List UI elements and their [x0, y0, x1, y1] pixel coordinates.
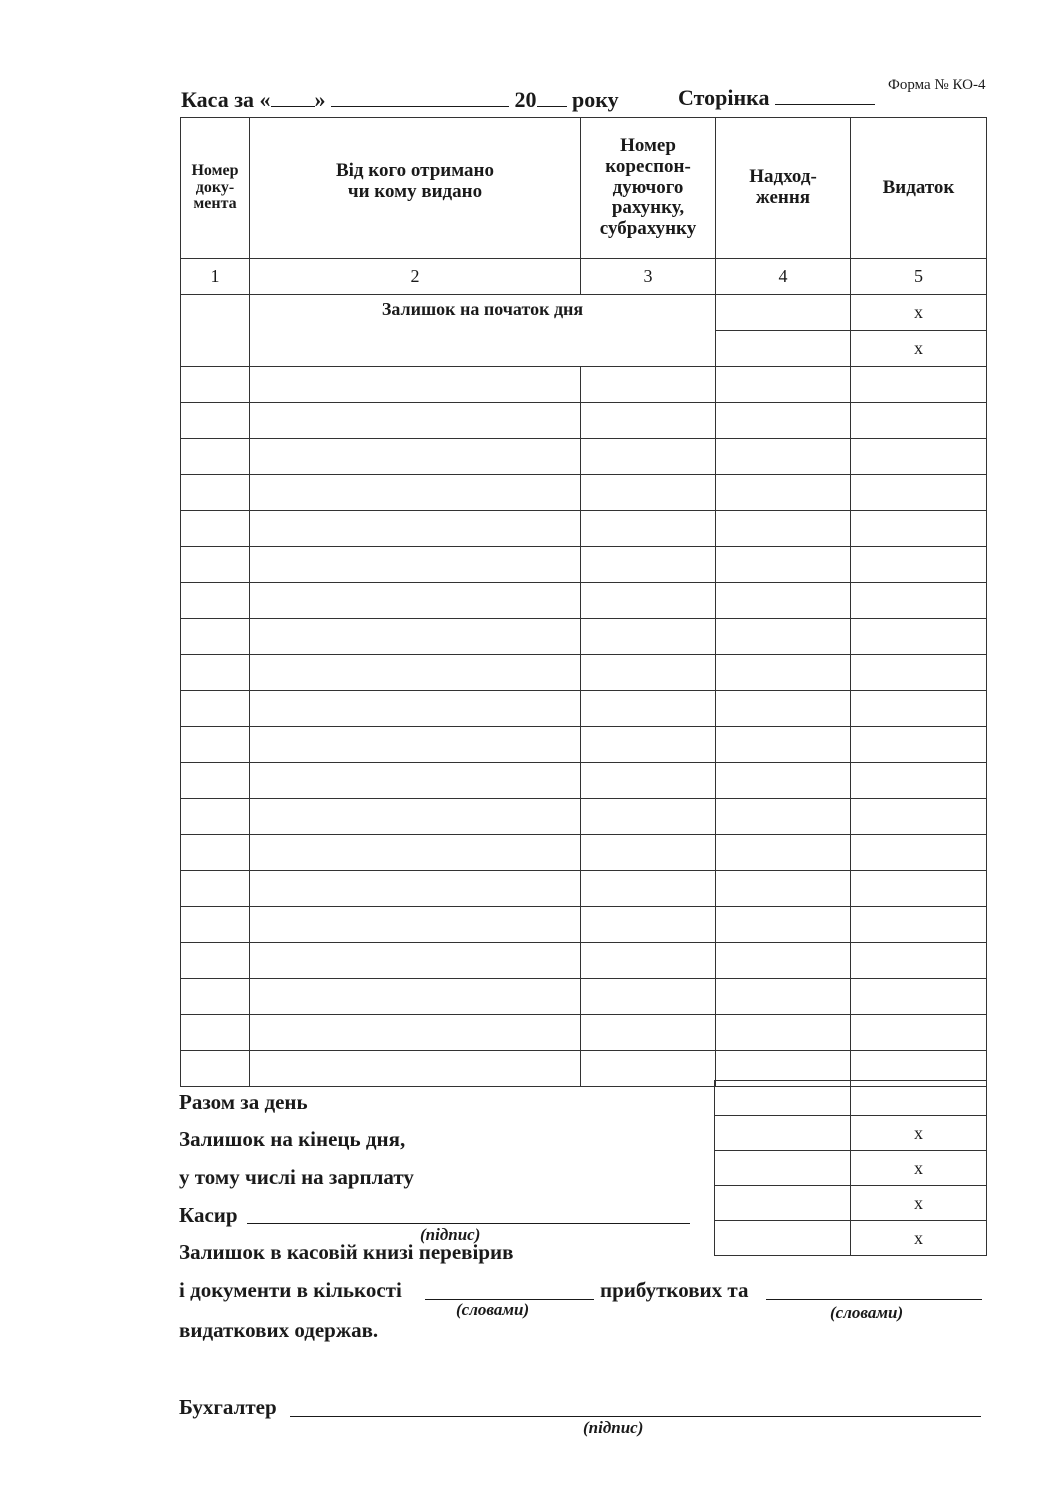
accountant-signature-line[interactable]	[290, 1416, 981, 1417]
entry-from-to-cell[interactable]	[250, 655, 581, 691]
totals-mark[interactable]	[851, 1081, 987, 1116]
entry-expenses-cell[interactable]	[851, 583, 987, 619]
entry-account-cell[interactable]	[581, 619, 716, 655]
entry-expenses-cell[interactable]	[851, 727, 987, 763]
totals-receipts-cell[interactable]	[715, 1081, 851, 1116]
entry-expenses-cell[interactable]	[851, 547, 987, 583]
totals-row	[715, 1116, 987, 1151]
docs-line-prefix: і документи в кількості	[179, 1278, 402, 1302]
entry-doc-number-cell[interactable]	[181, 871, 250, 907]
entry-account-cell[interactable]	[581, 655, 716, 691]
entry-from-to-cell[interactable]	[250, 799, 581, 835]
header-corresponding-account: Номер кореспон- дуючого рахунку, субрахунку	[581, 118, 716, 259]
totals-row	[715, 1081, 987, 1116]
table-row	[181, 655, 987, 691]
kasa-mid: »	[314, 87, 326, 112]
page-number-line	[678, 85, 875, 111]
table-row	[181, 943, 987, 979]
entry-from-to-cell[interactable]	[250, 439, 581, 475]
entry-account-cell[interactable]	[581, 979, 716, 1015]
entry-from-to-cell[interactable]	[250, 403, 581, 439]
total-per-day-label: Разом за день	[179, 1090, 308, 1114]
page-label: Сторінка	[678, 85, 770, 110]
entry-expenses-cell[interactable]	[851, 655, 987, 691]
cashier-label: Касир	[179, 1203, 238, 1227]
salary-label: у тому числі на зарплату	[179, 1165, 414, 1189]
entry-from-to-cell[interactable]	[250, 475, 581, 511]
table-row	[181, 403, 987, 439]
expenses-count-line[interactable]	[766, 1299, 982, 1300]
totals-table	[714, 1080, 987, 1256]
entry-doc-number-cell[interactable]	[181, 799, 250, 835]
entry-receipts-cell[interactable]	[716, 439, 851, 475]
entry-from-to-cell[interactable]	[250, 619, 581, 655]
entry-doc-number-cell[interactable]	[181, 835, 250, 871]
table-row	[181, 1015, 987, 1051]
entry-receipts-cell[interactable]	[716, 691, 851, 727]
header-from-to: Від кого отримано чи кому видано	[250, 118, 581, 259]
entry-doc-number-cell[interactable]	[181, 475, 250, 511]
table-row	[181, 727, 987, 763]
entry-expenses-cell[interactable]	[851, 367, 987, 403]
entry-expenses-cell[interactable]	[851, 439, 987, 475]
entry-account-cell[interactable]	[581, 763, 716, 799]
cash-date-line	[181, 87, 619, 113]
opening-receipts-cell[interactable]	[716, 331, 851, 367]
page-blank[interactable]	[775, 86, 875, 105]
table-row	[181, 871, 987, 907]
entry-from-to-cell[interactable]	[250, 835, 581, 871]
entry-receipts-cell[interactable]	[716, 547, 851, 583]
table-row	[181, 799, 987, 835]
entry-receipts-cell[interactable]	[716, 475, 851, 511]
entry-expenses-cell[interactable]	[851, 511, 987, 547]
table-row	[181, 979, 987, 1015]
docs-line-mid: прибуткових та	[600, 1278, 749, 1302]
cashier-signature-line[interactable]	[247, 1223, 690, 1224]
table-row	[181, 475, 987, 511]
entry-account-cell[interactable]	[581, 871, 716, 907]
column-number: 3	[581, 259, 716, 295]
opening-mark: x	[851, 295, 987, 331]
totals-receipts-cell[interactable]	[715, 1221, 851, 1256]
entry-from-to-cell[interactable]	[250, 943, 581, 979]
table-row	[181, 691, 987, 727]
entry-receipts-cell[interactable]	[716, 403, 851, 439]
totals-mark: x	[851, 1221, 987, 1256]
totals-mark: x	[851, 1151, 987, 1186]
header-expenses: Видаток	[851, 118, 987, 259]
entry-from-to-cell[interactable]	[250, 871, 581, 907]
entry-receipts-cell[interactable]	[716, 583, 851, 619]
end-balance-label: Залишок на кінець дня,	[179, 1127, 406, 1151]
form-number: Форма № КО-4	[888, 77, 986, 93]
opening-receipts-cell[interactable]	[716, 295, 851, 331]
entry-receipts-cell[interactable]	[716, 727, 851, 763]
entry-account-cell[interactable]	[581, 1051, 716, 1087]
entry-receipts-cell[interactable]	[716, 655, 851, 691]
entry-doc-number-cell[interactable]	[181, 583, 250, 619]
entry-account-cell[interactable]	[581, 835, 716, 871]
totals-mark: x	[851, 1116, 987, 1151]
totals-receipts-cell[interactable]	[715, 1151, 851, 1186]
entry-expenses-cell[interactable]	[851, 835, 987, 871]
entry-doc-number-cell[interactable]	[181, 727, 250, 763]
year-blank[interactable]	[537, 88, 567, 107]
entry-doc-number-cell[interactable]	[181, 511, 250, 547]
opening-mark: x	[851, 331, 987, 367]
day-blank[interactable]	[271, 88, 315, 107]
entry-from-to-cell[interactable]	[250, 763, 581, 799]
entry-account-cell[interactable]	[581, 799, 716, 835]
table-row	[181, 583, 987, 619]
entry-from-to-cell[interactable]	[250, 907, 581, 943]
entry-doc-number-cell[interactable]	[181, 1015, 250, 1051]
entry-from-to-cell[interactable]	[250, 1051, 581, 1087]
entry-expenses-cell[interactable]	[851, 943, 987, 979]
totals-receipts-cell[interactable]	[715, 1186, 851, 1221]
entry-expenses-cell[interactable]	[851, 979, 987, 1015]
entry-account-cell[interactable]	[581, 367, 716, 403]
totals-mark: x	[851, 1186, 987, 1221]
entry-rows	[181, 367, 987, 1087]
entry-from-to-cell[interactable]	[250, 367, 581, 403]
entry-from-to-cell[interactable]	[250, 727, 581, 763]
entry-doc-number-cell[interactable]	[181, 439, 250, 475]
entry-receipts-cell[interactable]	[716, 511, 851, 547]
entry-from-to-cell[interactable]	[250, 691, 581, 727]
table-row	[181, 547, 987, 583]
entry-expenses-cell[interactable]	[851, 403, 987, 439]
entry-expenses-cell[interactable]	[851, 907, 987, 943]
entry-account-cell[interactable]	[581, 403, 716, 439]
column-number: 4	[716, 259, 851, 295]
entry-account-cell[interactable]	[581, 547, 716, 583]
accountant-signature-caption: (підпис)	[583, 1418, 644, 1437]
entry-account-cell[interactable]	[581, 727, 716, 763]
entry-doc-number-cell[interactable]	[181, 979, 250, 1015]
opening-balance-row	[181, 295, 987, 331]
totals-receipts-cell[interactable]	[715, 1116, 851, 1151]
opening-balance-label: Залишок на початок дня	[250, 295, 716, 367]
entry-receipts-cell[interactable]	[716, 871, 851, 907]
table-row	[181, 367, 987, 403]
entry-doc-number-cell[interactable]	[181, 1051, 250, 1087]
entry-receipts-cell[interactable]	[716, 907, 851, 943]
table-row	[181, 439, 987, 475]
entry-receipts-cell[interactable]	[716, 979, 851, 1015]
entry-receipts-cell[interactable]	[716, 1015, 851, 1051]
entry-doc-number-cell[interactable]	[181, 907, 250, 943]
entry-from-to-cell[interactable]	[250, 1015, 581, 1051]
opening-doc-cell[interactable]	[181, 295, 250, 367]
entry-doc-number-cell[interactable]	[181, 403, 250, 439]
table-header-row	[181, 118, 987, 259]
entry-account-cell[interactable]	[581, 583, 716, 619]
entry-expenses-cell[interactable]	[851, 619, 987, 655]
column-numbers-row	[181, 259, 987, 295]
header-receipts: Надход- ження	[716, 118, 851, 259]
entry-expenses-cell[interactable]	[851, 763, 987, 799]
column-number: 2	[250, 259, 581, 295]
entry-account-cell[interactable]	[581, 439, 716, 475]
year-prefix: 20	[514, 87, 537, 112]
column-number: 5	[851, 259, 987, 295]
accountant-label: Бухгалтер	[179, 1395, 277, 1419]
totals-row	[715, 1221, 987, 1256]
expenses-count-caption: (словами)	[830, 1303, 904, 1322]
entry-from-to-cell[interactable]	[250, 583, 581, 619]
entry-receipts-cell[interactable]	[716, 799, 851, 835]
entry-doc-number-cell[interactable]	[181, 619, 250, 655]
table-row	[181, 835, 987, 871]
entry-expenses-cell[interactable]	[851, 871, 987, 907]
entry-expenses-cell[interactable]	[851, 475, 987, 511]
entry-receipts-cell[interactable]	[716, 943, 851, 979]
cashier-signature-caption: (підпис)	[420, 1225, 481, 1244]
month-blank[interactable]	[331, 88, 509, 107]
entry-from-to-cell[interactable]	[250, 979, 581, 1015]
entry-doc-number-cell[interactable]	[181, 547, 250, 583]
entry-expenses-cell[interactable]	[851, 1015, 987, 1051]
totals-row	[715, 1151, 987, 1186]
totals-row	[715, 1186, 987, 1221]
entry-expenses-cell[interactable]	[851, 799, 987, 835]
kasa-prefix: Каса за «	[181, 87, 271, 112]
year-suffix: року	[572, 87, 619, 112]
entry-account-cell[interactable]	[581, 511, 716, 547]
table-row	[181, 763, 987, 799]
entry-doc-number-cell[interactable]	[181, 655, 250, 691]
entry-expenses-cell[interactable]	[851, 691, 987, 727]
receipts-count-caption: (словами)	[456, 1300, 530, 1319]
checked-line: Залишок в касовій книзі перевірив	[179, 1240, 514, 1264]
entry-receipts-cell[interactable]	[716, 367, 851, 403]
entry-doc-number-cell[interactable]	[181, 691, 250, 727]
entry-receipts-cell[interactable]	[716, 763, 851, 799]
entry-receipts-cell[interactable]	[716, 835, 851, 871]
entry-account-cell[interactable]	[581, 475, 716, 511]
table-row	[181, 907, 987, 943]
header-doc-number: Номер доку- мента	[181, 118, 250, 259]
entry-receipts-cell[interactable]	[716, 619, 851, 655]
entry-account-cell[interactable]	[581, 1015, 716, 1051]
entry-from-to-cell[interactable]	[250, 511, 581, 547]
entry-from-to-cell[interactable]	[250, 547, 581, 583]
column-number: 1	[181, 259, 250, 295]
entry-doc-number-cell[interactable]	[181, 763, 250, 799]
entry-account-cell[interactable]	[581, 907, 716, 943]
entry-account-cell[interactable]	[581, 691, 716, 727]
entry-doc-number-cell[interactable]	[181, 943, 250, 979]
cash-ledger-table	[180, 117, 987, 1087]
received-line: видаткових одержав.	[179, 1318, 379, 1342]
table-row	[181, 619, 987, 655]
entry-account-cell[interactable]	[581, 943, 716, 979]
table-row	[181, 511, 987, 547]
entry-doc-number-cell[interactable]	[181, 367, 250, 403]
